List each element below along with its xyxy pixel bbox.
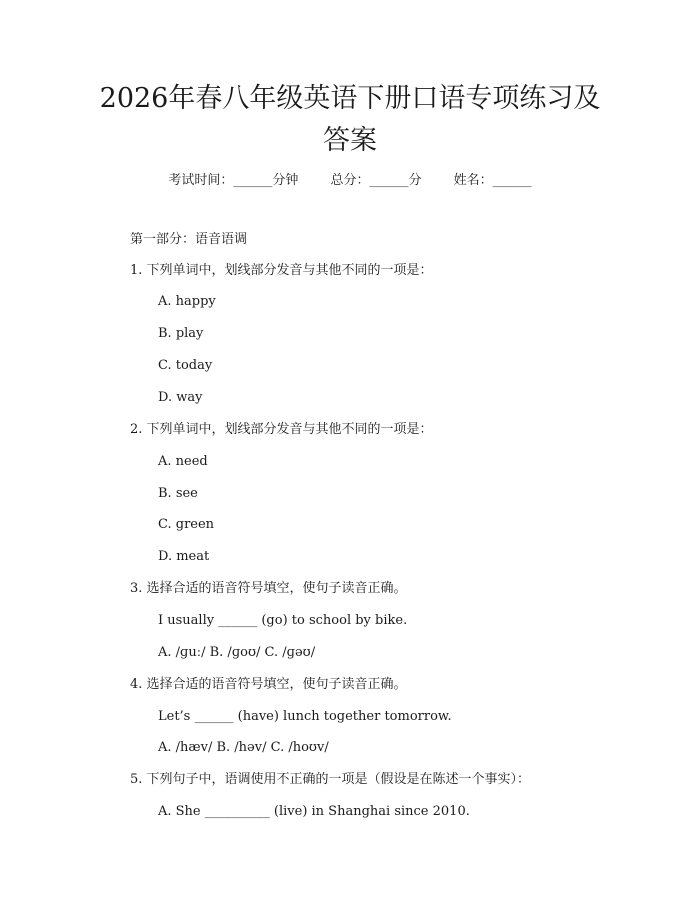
section-heading: 第一部分：语音语调 (130, 232, 248, 247)
question-stem: 3. 选择合适的语音符号填空，使句子读音正确。 (130, 581, 407, 596)
question-stem: 4. 选择合适的语音符号填空，使句子读音正确。 (130, 677, 407, 692)
question-option: B. see (158, 486, 198, 501)
question-option: A. happy (158, 294, 216, 309)
question-sentence: I usually ______ (go) to school by bike. (158, 613, 408, 628)
question-option: D. way (158, 390, 203, 405)
exam-time: 考试时间：______分钟 (168, 173, 299, 188)
question-choices: A. /ɡuː/ B. /ɡoʊ/ C. /ɡəʊ/ (158, 645, 316, 660)
question-option: B. play (158, 326, 204, 341)
question-sentence: Let’s ______ (have) lunch together tomorrow. (158, 709, 452, 724)
question-option: C. today (158, 358, 213, 373)
question-option: A. need (158, 454, 208, 469)
document-title: 2026年春八年级英语下册口语专项练习及答案 (99, 83, 601, 156)
question-stem: 1. 下列单词中，划线部分发音与其他不同的一项是： (130, 263, 433, 278)
question-stem: 5. 下列句子中，语调使用不正确的一项是（假设是在陈述一个事实）： (130, 772, 531, 787)
exam-info (0, 169, 700, 188)
question-option: D. meat (158, 549, 210, 564)
exam-total-score: 总分：______分 (330, 173, 422, 188)
question-option: C. green (158, 517, 215, 532)
question-stem: 2. 下列单词中，划线部分发音与其他不同的一项是： (130, 422, 433, 437)
question-option: A. She __________ (live) in Shanghai since 2010. (158, 804, 470, 819)
question-choices: A. /hæv/ B. /həv/ C. /hoʊv/ (158, 740, 329, 755)
student-name-field: 姓名：______ (453, 173, 532, 188)
